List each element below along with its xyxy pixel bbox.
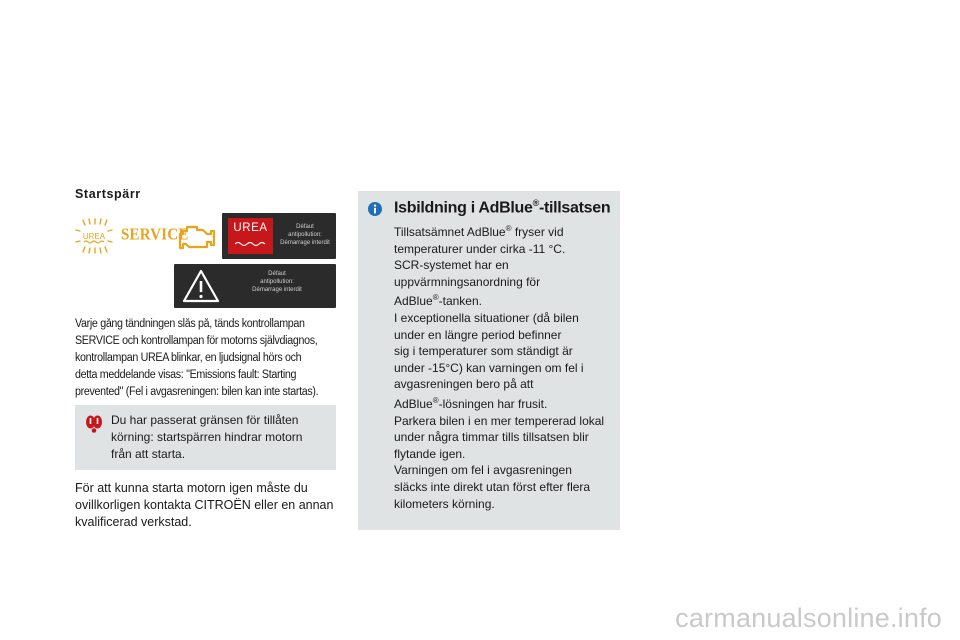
exclamation-icon: [85, 415, 103, 433]
registered-mark: ®: [505, 224, 512, 233]
service-warning-lamp: SERVICE: [121, 225, 189, 245]
registered-mark: ®: [432, 293, 439, 303]
warning-triangle-icon: [182, 269, 220, 303]
fluid-wave-icon: [234, 240, 268, 248]
info-title-prefix: Isbildning i AdBlue: [394, 199, 533, 217]
info-line: temperaturer under cirka -11 °C.: [394, 241, 566, 256]
urea-display-text: UREA: [233, 222, 268, 234]
watermark: carmanualsonline.info: [675, 603, 942, 633]
info-line: Parkera bilen i en mer tempererad lokal: [394, 413, 605, 428]
info-line: under en längre period befinner: [394, 327, 562, 342]
info-line: AdBlue®-tanken.: [394, 293, 482, 309]
info-box-adblue-freezing: [358, 191, 620, 530]
urea-display-badge: [228, 218, 273, 254]
display-fault-message: Défaut antipollution: Démarrage interdit: [280, 224, 330, 246]
urea-warning-lamp-icon: [75, 218, 113, 254]
registered-mark: ®: [432, 395, 439, 405]
info-line: flytande igen.: [394, 446, 466, 461]
info-icon: [368, 202, 382, 216]
info-box-title: [394, 198, 610, 217]
display-fault-message: Défaut antipollution: Démarrage interdit: [252, 271, 302, 293]
warning-display-screen: [174, 264, 336, 308]
urea-lamp-label: UREA: [82, 232, 106, 241]
info-line: uppvärmningsanordning för: [394, 274, 541, 289]
info-line: I exceptionella situationer (då bilen: [394, 310, 579, 325]
registered-mark: ®: [532, 198, 539, 208]
info-line: AdBlue®-lösningen har frusit.: [394, 395, 548, 411]
contact-instruction: För att kunna starta motorn igen måste du ovillkorligen kontakta CITROËN eller en annan kvalificerad verkstad.: [75, 481, 334, 529]
info-line: Varningen om fel i avgasreningen: [394, 463, 572, 478]
info-box-body: [394, 221, 604, 512]
urea-display-screen: [222, 213, 336, 259]
info-line: kilometers körning.: [394, 496, 495, 511]
engine-self-diagnosis-lamp-icon: [177, 221, 217, 253]
info-line: under några timmar tills tillsatsen blir: [394, 430, 589, 445]
info-line: SCR-systemet har en: [394, 258, 509, 273]
info-line: avgasreningen bero på att: [394, 377, 534, 392]
warning-note: [75, 405, 336, 470]
warning-note-text: Du har passerat gränsen för tillåten körning: startspärren hindrar motorn från att starta.: [111, 413, 303, 461]
info-line: sig i temperaturer som ständigt är: [394, 344, 573, 359]
section-heading: Startspärr: [75, 187, 141, 201]
info-line: släcks inte direkt utan först efter flera: [394, 479, 591, 494]
info-title-suffix: -tillsatsen: [538, 199, 611, 217]
info-line: Tillsatsämnet AdBlue® fryser vid: [394, 224, 564, 239]
info-line: under -15°C) kan varningen om fel i: [394, 360, 584, 375]
startup-description: Varje gång tändningen slås på, tänds kontrollampan SERVICE och kontrollampan för motorns självdiagnos, kontrollampan UREA blinkar, en ljudsignal hörs och detta meddelande visas: "Emissions fault: Starting prevented" (Fel i avgasreningen: bilen kan inte startas).: [75, 318, 319, 398]
